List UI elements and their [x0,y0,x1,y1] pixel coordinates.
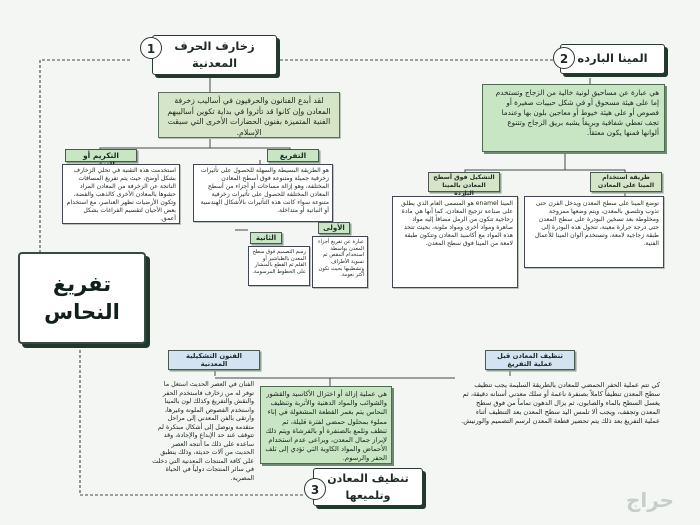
engraving-note [62,164,180,224]
engraving-text: استخدمت هذه التقنية في تحلي الزخارف بشكل أوضح، حيث يتم تفريغ المسافات الناتجة عن الزخرفة من المعادن المراد حشوها بالمعادن الأخرى كالذهب والفضة، وتكون الأرضيات تظهر العناصر، مع استخدام بعض الأحيان لتقسيم الفراغات بشكل أعمق. [66,167,176,222]
branch3-number-badge: 3 [304,478,326,500]
arts-label [168,350,260,370]
branch3-title-line1: تنظيف المعادن [327,472,409,485]
first-method-label-text: الأولى [323,224,345,232]
piercing-label-text: التفريغ [279,151,307,160]
piercing-text: هو الطريقة البسيطة والسهلة للحصول على تأثيرات زخرفية جميلة ومتنوعة فوق أسطح المعادن المختلفة، وهو إزالة مساحات أو أجزاء من أسطح المعادن المختلفة للحصول على تأثيرات زخرفية متنوعة سواء كانت هذه التأثيرات بالأشكال الهندسية أو النباتية أو متداخلة. [200,167,329,214]
engraving-label [65,149,137,162]
first-method-note [312,236,368,288]
branch3-title-line2: وتلميعها [345,489,391,502]
enamel-forming-label-text: التشكيل فوق أسطح المعادن بالمينا البارده [433,174,495,197]
before-piercing-label-text: تنظيف المعادن قبل عملية التفريغ [497,352,563,369]
branch1-number-badge: 1 [140,37,162,59]
arts-text: الفنان في العصر الحديث استغل ما توفر له من زخارف فاستخدم الحفر والنقش والتفريغ وكذلك لون بالمينا واستخدم الفصوص الملونة وغيرها، وارتقى بالفن المعدني إلى مراحل متقدمة ونوصل إلى أشكال مبتكرة لم تتوقف عند حد الإبداع والإجادة، وقد ساعده على ذلك ما أنتجه العصر الحديث من آلات حديثة، وذلك ينطبق على كافة المنتجات المعدنية التي دخلت في سائر المنتجات دولياً في الحياة المصرية. [152,381,254,482]
before-piercing-label [485,350,575,370]
branch2-number-badge: 2 [553,47,575,69]
main-title [18,252,146,344]
branch2-heading [560,44,665,74]
enamel-method-label-text: طريقة استخدام المينا على المعادن [597,174,655,189]
branch2-intro-text: هي عبارة عن مساحيق لونية خالية من الزجاج وتستخدم إما على هيئة مسحوق أو في شكل حبيبات صغيرة أو فصوص أو على هيئة خيوط أو معاجين بلون بها وعندما تجف تعطي شفافية وبريقاً يشبه بريق الزجاج وتتنوع ألوانها فمنها يكون معتقاً. [495,88,659,137]
piercing-note [193,164,333,222]
branch1-intro-note [158,92,340,138]
branch2-title: المينا البارده [577,51,648,65]
enamel-forming-text: المينا enamel هو المسمى العام الذي يطلق على صناعة تزجيج المعادن، كما أنها هي مادة زجاجية تتكون من الرمل مضافاً إليه مواد صاهرة ومواد أخرى ومواد ملونة، بحيث تتحد هذه المواد مع أكاسيد المعادن وتتكون طبقة لامعة من المينا فوق سطح المعدن. [401,200,513,247]
enamel-method-text: توضع المينا على سطح المعدن ويدخل الفرن حتى تذوب وتلتصق بالمعدن، ويتم وضعها ممزوجة ومخلوطة بعد تسخين البودرة على سطح المعدن حتى درجة حرارة معينة، تتحول هذه البودرة إلى طبقة زجاجية لامعة، وتستخدم ألوان المينا للأعمال الفنية. [534,200,659,247]
branch3-heading [313,468,423,506]
before-piercing-text: كي تتم عملية الحفر الحمضي للمعادن بالطريقة السليمة يجب تنظيف سطح المعدن تنظيفاً كاملاً بصنفرة ناعمة أو سلك معدني أسنانه دقيقة، ثم يغسل السطح بالماء والصابون، ثم يزال الدهون تماماً من فوق سطح المعدن وتجفف، ويجب ألا تلمس اليد سطح المعدن بعد التنظيف أثناء عملية التفريغ بعد ذلك يتم تحضير قطعة المعدن لرسم التصميم والورنيش. [461,381,660,426]
arts-label-text: الفنون التشكيلية المعدنية [186,352,242,369]
arts-note [148,378,258,482]
engraving-label-text: التكريم أو [82,151,120,160]
piercing-label [267,149,319,162]
second-method-label [250,232,282,244]
second-method-note [248,246,310,286]
first-method-label [318,222,350,234]
before-piercing-note [456,378,664,472]
branch3-intro-note [260,386,392,464]
branch1-title-line1: زخارف الحرف [174,39,255,53]
branch1-heading [152,35,277,75]
enamel-forming-note [392,196,518,288]
enamel-method-label [590,172,662,192]
enamel-forming-label [428,172,500,197]
main-title-line2: النحاس [44,300,120,324]
second-method-label-text: الثانية [255,234,277,242]
second-method-text: رسم التصميم فوق سطح المعدن بالطباشير أو القلم ثم القطع بالمنشار على الخطوط المرسومة. [252,249,306,275]
branch2-intro-note [482,84,665,152]
branch3-intro-text: هي عملية إزالة أو اختزال الأكاسيد والقشور والشوائب والمواد الدهنية والأتربة وتنظيف النحاس يتم بغمر القطعة المشغولة في إناء مملوء بمحلول حمضي لفترة قليلة، ثم تنظف وتلمع بالصنفرة أو بالفرشاة ويتم ذلك لإبراز جمال المعدن، ويراعى عدم استخدام الأحماض والمواد الكاوية التي تؤدي إلى تلف الحفر والرسوم. [265,390,387,463]
branch1-intro-text: لقد أبدع الفنانون والحرفيون في أساليب زخرفة المعادن وإن كانوا قد تأثروا في بداية تكوين أساليبهم الفنية المتميزة بفنون الحضارات الأخرى التي سبقت الإسلام. [167,96,331,137]
branch1-title-line2: المعدنية [191,56,238,70]
first-method-text: عبارة عن تفريغ أجزاء المعدن بواسطة استخدام المقص ثم تسوية الأطراف وتشطيبها بحيث تكون أكثر نعومة. [318,239,364,279]
main-title-line1: تفريغ [52,271,112,296]
enamel-method-note [524,196,664,268]
watermark-logo: حراج [625,488,675,512]
